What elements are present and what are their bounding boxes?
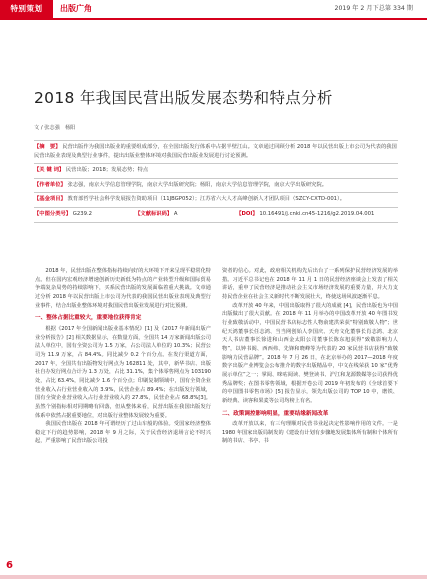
body-column-right [222, 267, 398, 446]
abstract-text: 民营出版作为我国出版业的重要组成部分，在全国出版发行体系中占据半壁江山。文章通过回顾分析 2018 年以民营出版上市公司为代表的我国民营出版业表现及典型行业事件，提出出版业整体环境对我国民营出版业发展进行讨论预测。 [34, 144, 397, 159]
doc-code-value: A [173, 210, 178, 217]
abstract-block [34, 140, 398, 223]
doi-cell [236, 210, 398, 219]
author-affiliation-row [34, 179, 398, 194]
body-paragraph: 改革开放 40 年来，中国出版取得了很大的成就 [4]，民营出版也为中国出版做出了很大贡献。在 2018 年 11 月举办的中国改革开放 40 年图书发行业致敬活动中，中国民营书店标志性人物俞建洪荣获“特别致敬人物”；世纪天鸿董事长任志鸿、当当网创始人李国庆、天舟文化董事长肖志鸿、北京天人书店董事长徐进和山西金太阳公司董事长陈东旭获得“致敬影响力人物”，以钟书阁、西西弗、先锋和晓峰等为代表的 20 家民营书店获得“致敬影响力民营品牌”。2018 年 7 月 26 日，在北京举办的 2017—2018 年度数字出版产业博览会公布推介的数字出版精品中，中文在线荣获 10 家“优秀展示单位”之一；掌阅、咪咕阅读、樊登读书、沪江和龙源数媒等公司获得优秀品牌奖；在图书零售领域，根据开卷公司 2019 年初发布的《全球首要下的中国图书零售市场》[5] 报告显示，领先出版公司的 TOP 10 中，磨铁、新经典、读客和果麦等公司均榜上有名。 [222, 302, 398, 404]
page-header [0, 0, 427, 18]
magazine-name: 出版广角 [60, 4, 92, 13]
section-tag: 特别策划 [0, 0, 53, 18]
clc-cell [34, 210, 135, 219]
doc-code-label: 【文献标识码】 [135, 210, 173, 217]
body-paragraph: 2018 年，民营出版在整体指标持续向好的大环境下开来呈现平稳常化特点。但在国内宏观经济增速创新历史新低为特点的产业转型升级和国际贸易争端复杂局势的持续影响下，买系民营出版的发展面临着重大挑战。文章通过分析 2018 年以民营出版上市公司为代表的我国民营出版业表现及典型行业事件，结合出版业整体环境对我国民营出版业发展进行对比预测。 [35, 268, 211, 309]
doi-label: 【DOI】 [236, 210, 258, 217]
fund-row [34, 193, 398, 208]
issue-info: 2019 年 2 月下总第 334 期 [334, 5, 413, 12]
classification-row [34, 208, 398, 223]
body-paragraph: 资者的信心。对此，政府相关机构先后出台了一系列保护民营经济发展的举措。习近平总书记也在 2018 年 11 月 1 日的民营经济座谈会上发表了相关讲话，重申了民营经济是推动社会主义市场经济发展的重要力量，并大力支持民营企业在社会主义新时代不断发展壮大，终使这场风波逐渐平息。 [222, 268, 398, 300]
author-affiliation-text: 张志强，南京大学信息管理学院，南京大学出版研究院；杨阳，南京大学信息管理学院，南京大学出版研究院。 [67, 181, 328, 188]
body-paragraph: 改革开放以来，有三句理顺对民营书业起决定性影响作用的文件。一是 1980 年国家出版局制发的《建设有计划有步骤地发展集体所有制和个体所有制的书店、书亭、书 [222, 421, 398, 445]
article-authors: 文 / 张志强 杨阳 [34, 125, 76, 131]
abstract-row [34, 140, 398, 164]
clc-label: 【中图分类号】 [34, 210, 72, 217]
keywords-label: 【关 键 词】 [34, 167, 65, 174]
article-title: 2018 年我国民营出版发展态势和特点分析 [34, 89, 333, 107]
clc-value: G239.2 [72, 210, 93, 217]
fund-label: 【基金项目】 [34, 196, 66, 203]
body-paragraph: 根据《2017 年全国新闻出版业基本情况》[1] 及《2017 年新闻出版产业分析报告》[2] 相关数据显示，在数量方面，全国共 14 万家新闻出版公司法人单位中，国有全资公司为 1.5 万家，占公司法人单位的 10.3%；民营公司为 11.9 万家，占 84.4%。同比减少 0.2 个百分点。在发行渠道方面，2017 年，全国共有出版物发行网点为 162811 处，其中，新华书店、出版社自办发行网点合计为 1.3 万处，占比 31.1%，集个体零售网点为 103190 处，占比 63.4%，同比减少 1.6 个百分点；印刷复制领域中，国有全资企业营业收入占行业营业收入的 3.9%，民营企业占 89.4%；在出版发行领域，国有全资企业营业收入占行业营业收入的 27.8%，民营企业占 68.8%[3]。虽然个别指标相对同期略有回落，但从整体来看，民营出版在我国出版发行体系中依然占据重要地位，对出版行业整体发展较为重要。 [35, 325, 211, 419]
doc-code-cell [135, 210, 236, 219]
doi-value: 10.16491/j.cnki.cn45-1216/g2.2019.04.001 [259, 210, 375, 217]
section-heading: 一、整体占据比重较大，重要地位获得肯定 [35, 315, 142, 322]
body-column-left [35, 267, 211, 446]
page-number: 6 [6, 560, 13, 571]
body-paragraph: 我国民营出版在 2018 年可谓经历了过山车般的体验。受国家经济整体稳定下行的趋势影响，2018 年 9 月之际，关于民营经济退场言论不时兴起，严重影响了民营出版公司投 [35, 421, 211, 445]
abstract-label: 【摘 要】 [34, 144, 61, 150]
keywords-text: 民营出版；2018；发展态势；特点 [65, 167, 149, 174]
footer-bar [0, 575, 427, 579]
section-heading: 二、政策调控影响明显，重要结缘新闻改革 [222, 410, 329, 417]
fund-text: 教育部哲学社会科学发展报告资助项目（11JBGP052）；江苏省六大人才高峰创新人才团队项目（SZCY-CXTD-001）。 [67, 196, 345, 203]
header-rule [0, 18, 427, 20]
author-affiliation-label: 【作者单位】 [34, 181, 66, 188]
keywords-row [34, 164, 398, 179]
